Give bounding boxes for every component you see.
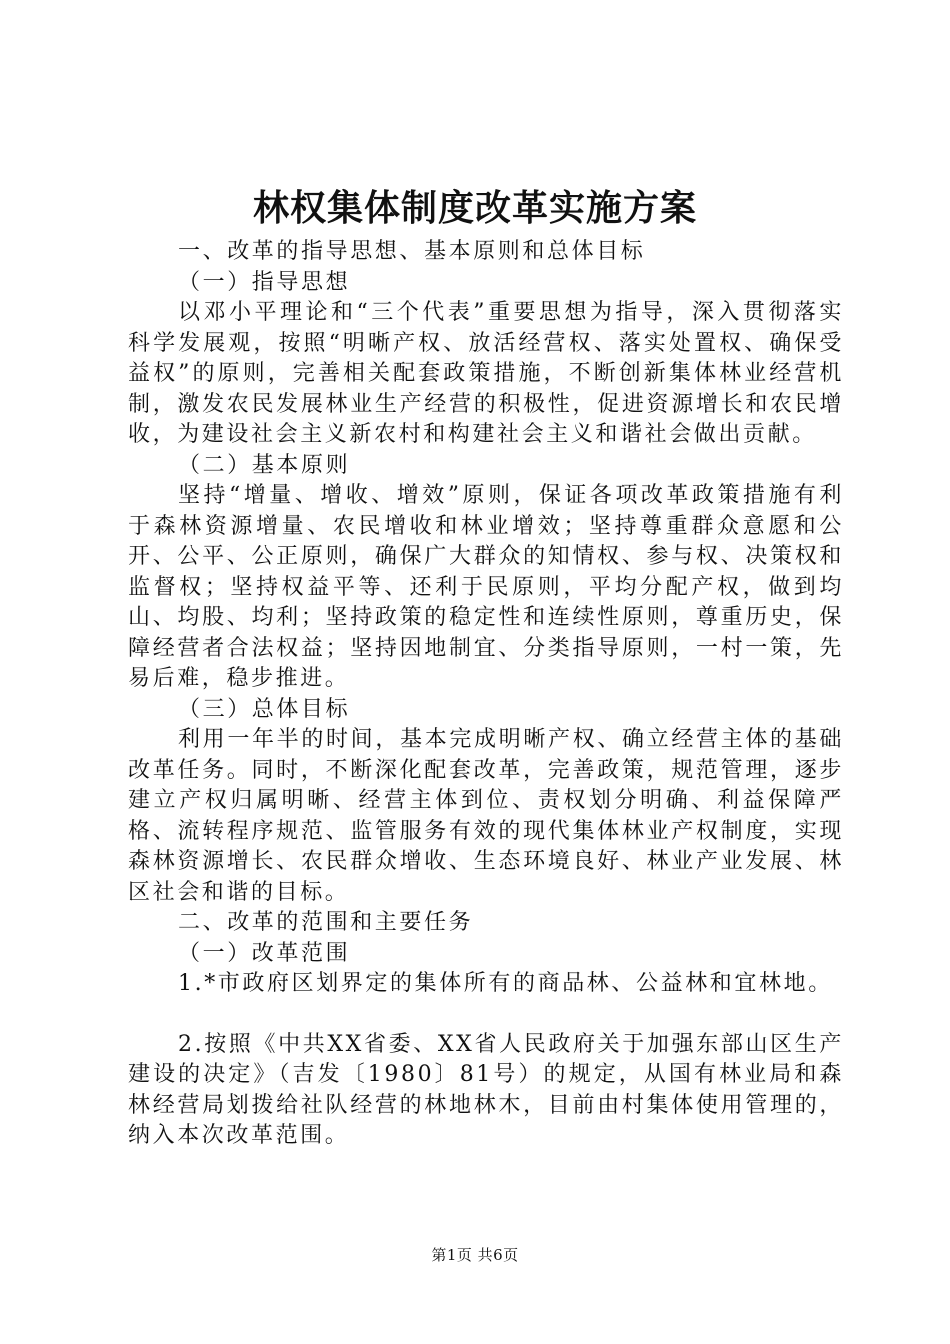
subsection-heading: （三）总体目标 <box>178 696 351 722</box>
document-body <box>128 237 844 1152</box>
paragraph: 以邓小平理论和“三个代表”重要思想为指导，深入贯彻落实科学发展观，按照“明晰产权、放活经营权、落实处置权、确保受益权”的原则，完善相关配套政策措施，不断创新集体林业经营机制，激发农民发展林业生产经营的积极性，促进资源增长和农民增收，为建设社会主义新农村和构建社会主义和谐社会做出贡献。 <box>128 300 844 447</box>
section-heading: 二、改革的范围和主要任务 <box>178 910 474 935</box>
paragraph-spacer <box>128 1000 844 1030</box>
section-heading: 一、改革的指导思想、基本原则和总体目标 <box>178 239 646 264</box>
list-item: 1.*市政府区划界定的集体所有的商品林、公益林和宜林地。 <box>178 971 833 996</box>
document-title: 林权集体制度改革实施方案 <box>252 187 697 229</box>
subsection-heading: （二）基本原则 <box>178 452 351 478</box>
subsection-heading: （一）改革范围 <box>178 940 351 966</box>
subsection-heading: （一）指导思想 <box>178 269 351 295</box>
page-footer: 第1页 共6页 <box>431 1246 519 1264</box>
list-item: 2.按照《中共XX省委、XX省人民政府关于加强东部山区生产建设的决定》（吉发〔1980〕81号）的规定，从国有林业局和森林经营局划拨给社队经营的林地林木，目前由村集体使用管理的，纳入本次改革范围。 <box>128 1031 844 1148</box>
paragraph: 坚持“增量、增收、增效”原则，保证各项改革政策措施有利于森林资源增量、农民增收和林业增效；坚持尊重群众意愿和公开、公平、公正原则，确保广大群众的知情权、参与权、决策权和监督权；坚持权益平等、还利于民原则，平均分配产权，做到均山、均股、均利；坚持政策的稳定性和连续性原则，尊重历史，保障经营者合法权益；坚持因地制宜、分类指导原则，一村一策，先易后难，稳步推进。 <box>128 483 844 691</box>
paragraph: 利用一年半的时间，基本完成明晰产权、确立经营主体的基础改革任务。同时，不断深化配套改革，完善政策，规范管理，逐步建立产权归属明晰、经营主体到位、责权划分明确、利益保障严格、流转程序规范、监管服务有效的现代集体林业产权制度，实现森林资源增长、农民群众增收、生态环境良好、林业产业发展、林区社会和谐的目标。 <box>128 727 844 905</box>
